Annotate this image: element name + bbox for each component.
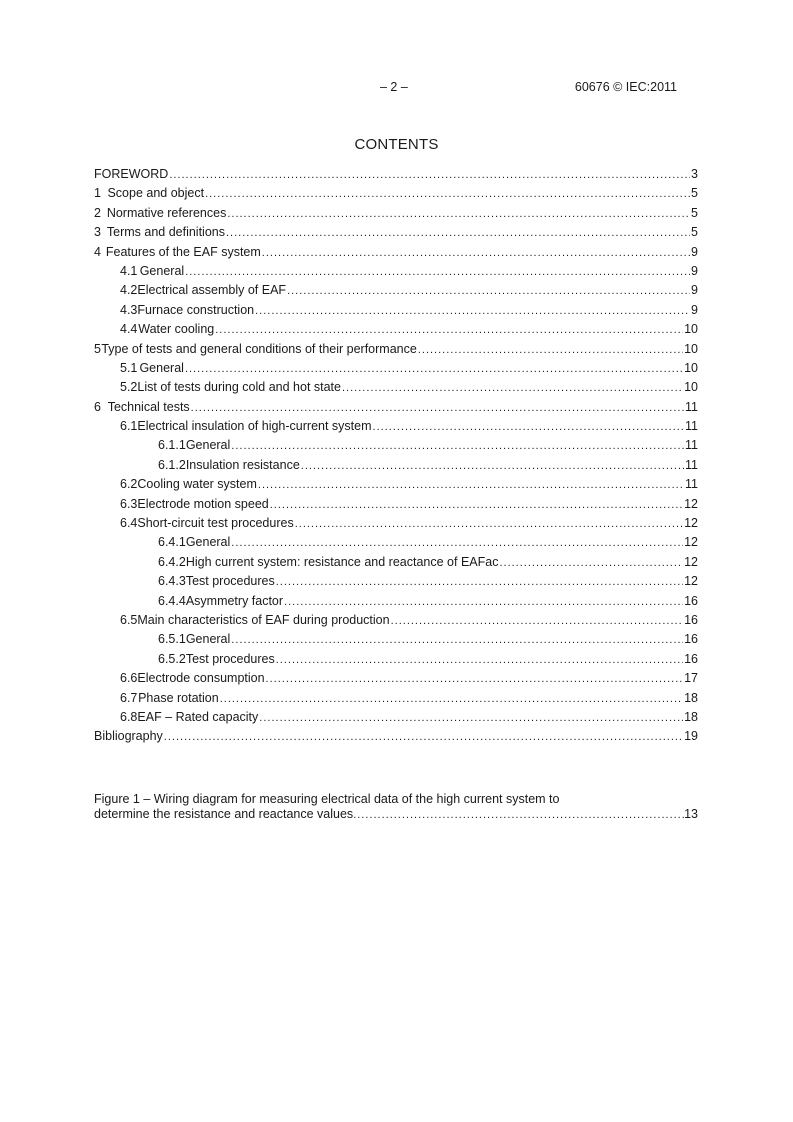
toc-entry-page: 10 — [684, 341, 698, 356]
dot-leader — [227, 208, 690, 220]
toc-entry-page: 12 — [684, 574, 698, 589]
dot-leader — [342, 382, 683, 394]
dot-leader — [164, 731, 683, 743]
dot-leader — [276, 654, 683, 666]
toc-entry[interactable] — [94, 458, 698, 477]
toc-entry-number: 4.3 — [120, 302, 138, 317]
toc-entry-page: 12 — [684, 516, 698, 531]
toc-entry[interactable] — [94, 342, 698, 361]
figure-entry-title-line1: Figure 1 – Wiring diagram for measuring electrical data of the high current system to — [94, 792, 560, 806]
toc-entry[interactable] — [94, 729, 698, 748]
toc-entry-page: 11 — [685, 457, 698, 472]
dot-leader — [301, 460, 684, 472]
toc-entry-number: 6 — [94, 399, 101, 414]
toc-entry-title: General — [139, 360, 184, 375]
toc-entry-title: Cooling water system — [137, 477, 257, 492]
toc-entry[interactable] — [94, 419, 698, 438]
dot-leader — [284, 596, 683, 608]
toc-entry-page: 10 — [684, 380, 698, 395]
toc-entry-title: Test procedures — [185, 651, 275, 666]
toc-entry-number: 6.2 — [120, 477, 138, 492]
toc-entry-number: 6.7 — [120, 690, 138, 705]
dot-leader — [231, 537, 683, 549]
dot-leader — [191, 402, 684, 414]
toc-entry-page: 10 — [684, 322, 698, 337]
toc-entry-number: 6.1 — [120, 419, 138, 434]
toc-entry-title: Furnace construction — [137, 302, 255, 317]
toc-entry[interactable] — [94, 264, 698, 283]
toc-entry[interactable] — [94, 594, 698, 613]
toc-entry-page: 5 — [691, 205, 698, 220]
dot-leader — [185, 266, 690, 278]
toc-entry-number: 6.4.1 — [158, 535, 186, 550]
toc-entry-title: Bibliography — [94, 729, 163, 744]
toc-entry-page: 12 — [684, 554, 698, 569]
toc-entry-title: Water cooling — [138, 322, 215, 337]
toc-entry-number: 6.1.1 — [158, 438, 186, 453]
toc-entry[interactable] — [94, 400, 698, 419]
dot-leader — [391, 615, 684, 627]
toc-entry-number: 4.1 — [120, 263, 138, 278]
toc-entry-title: Scope and object — [107, 186, 205, 201]
toc-entry-number: 6.4.4 — [158, 593, 186, 608]
toc-entry-page: 5 — [691, 225, 698, 240]
toc-entry-page: 5 — [691, 186, 698, 201]
toc-entry-page: 16 — [684, 593, 698, 608]
list-of-figures — [94, 792, 698, 823]
toc-entry-title: General — [185, 438, 231, 453]
toc-entry-title: Asymmetry factor — [185, 593, 284, 608]
toc-entry[interactable] — [94, 710, 698, 729]
toc-entry-number: 5.1 — [120, 360, 138, 375]
toc-entry-page: 9 — [691, 302, 698, 317]
toc-entry[interactable] — [94, 225, 698, 244]
dot-leader — [169, 169, 690, 181]
toc-entry[interactable] — [94, 613, 698, 632]
toc-entry-page: 9 — [691, 283, 698, 298]
toc-entry-page: 10 — [684, 360, 698, 375]
dot-leader — [185, 363, 683, 375]
toc-entry[interactable] — [94, 361, 698, 380]
toc-entry-title: EAF – Rated capacity — [137, 709, 259, 724]
toc-entry-number: 6.1.2 — [158, 457, 186, 472]
toc-entry-page: 19 — [684, 729, 698, 744]
toc-entry-page: 11 — [685, 438, 698, 453]
toc-entry-number: 5 — [94, 341, 101, 356]
toc-entry-title: Terms and definitions — [106, 225, 225, 240]
dot-leader — [215, 324, 683, 336]
toc-entry-page: 16 — [684, 612, 698, 627]
toc-entry-page: 9 — [691, 263, 698, 278]
toc-entry-page: 11 — [685, 399, 698, 414]
toc-entry-number: 6.5 — [120, 612, 138, 627]
toc-entry-number: 4.2 — [120, 283, 138, 298]
toc-entry[interactable] — [94, 671, 698, 690]
figure-entry-title-line2-row — [94, 807, 698, 823]
dot-leader — [295, 518, 683, 530]
page-header — [0, 80, 793, 98]
table-of-contents — [94, 167, 698, 749]
dot-leader — [226, 227, 690, 239]
toc-entry-number: 6.4 — [120, 516, 138, 531]
toc-entry-number: 6.4.2 — [158, 554, 186, 569]
toc-entry-title: FOREWORD — [94, 167, 169, 181]
toc-entry-page: 9 — [691, 244, 698, 259]
toc-entry[interactable] — [94, 206, 698, 225]
toc-entry-title: Type of tests and general conditions of their performance — [101, 341, 417, 356]
toc-entry-title: Short-circuit test procedures — [137, 516, 294, 531]
toc-entry-title: Electrode motion speed — [137, 496, 269, 511]
toc-entry-number: 4 — [94, 244, 101, 259]
toc-entry-page: 3 — [691, 167, 698, 181]
toc-entry[interactable] — [94, 535, 698, 554]
toc-entry-page: 12 — [684, 535, 698, 550]
toc-entry-title: High current system: resistance and reactance of EAFac — [185, 554, 499, 569]
toc-entry[interactable] — [94, 516, 698, 535]
toc-entry-title: Test procedures — [185, 574, 275, 589]
toc-entry[interactable] — [94, 438, 698, 457]
toc-entry-title: General — [185, 535, 231, 550]
toc-entry-title: Features of the EAF system — [105, 244, 261, 259]
toc-entry[interactable] — [94, 497, 698, 516]
toc-entry-page: 18 — [684, 709, 698, 724]
toc-entry-page: 16 — [684, 632, 698, 647]
toc-entry-page: 11 — [685, 419, 698, 434]
toc-entry-title: Phase rotation — [138, 690, 219, 705]
toc-entry[interactable] — [94, 283, 698, 302]
page-number: – 2 – — [380, 80, 408, 94]
dot-leader — [205, 188, 690, 200]
toc-entry-number: 1 — [94, 186, 101, 201]
toc-entry[interactable] — [94, 186, 698, 205]
toc-entry-page: 18 — [684, 690, 698, 705]
dot-leader — [418, 344, 683, 356]
toc-entry[interactable] — [94, 167, 698, 186]
toc-entry-page: 11 — [685, 477, 698, 492]
dot-leader — [258, 479, 684, 491]
dot-leader — [262, 247, 690, 259]
toc-entry[interactable] — [94, 555, 698, 574]
figure-entry-title-line2: determine the resistance and reactance values — [94, 807, 354, 821]
dot-leader — [270, 499, 683, 511]
toc-entry-title: Normative references — [106, 205, 227, 220]
toc-entry-number: 5.2 — [120, 380, 138, 395]
toc-entry-title: Insulation resistance — [185, 457, 300, 472]
toc-entry-title: Main characteristics of EAF during production — [137, 612, 390, 627]
toc-entry[interactable] — [94, 632, 698, 651]
dot-leader — [259, 712, 683, 724]
dot-leader — [231, 634, 683, 646]
dot-leader — [373, 421, 685, 433]
toc-entry-number: 4.4 — [120, 322, 138, 337]
toc-entry-title: Electrode consumption — [137, 671, 265, 686]
dot-leader — [255, 305, 690, 317]
toc-entry-title: General — [139, 263, 185, 278]
toc-entry-number: 3 — [94, 225, 101, 240]
dot-leader — [231, 440, 684, 452]
contents-title: CONTENTS — [354, 136, 439, 153]
toc-entry-number: 2 — [94, 205, 101, 220]
toc-entry[interactable] — [94, 652, 698, 671]
toc-entry[interactable] — [94, 574, 698, 593]
toc-entry-title: List of tests during cold and hot state — [137, 380, 341, 395]
toc-entry-number: 6.5.1 — [158, 632, 186, 647]
toc-entry-number: 6.3 — [120, 496, 138, 511]
toc-entry[interactable] — [94, 245, 698, 264]
toc-entry-title: Electrical insulation of high-current system — [137, 419, 372, 434]
toc-entry[interactable] — [94, 691, 698, 710]
dot-leader — [287, 285, 690, 297]
toc-entry-title: General — [185, 632, 231, 647]
dot-leader — [266, 673, 684, 685]
toc-entry[interactable] — [94, 380, 698, 399]
toc-entry-number: 6.5.2 — [158, 651, 186, 666]
toc-entry[interactable] — [94, 477, 698, 496]
toc-entry[interactable] — [94, 303, 698, 322]
toc-entry-number: 6.6 — [120, 671, 138, 686]
toc-entry-page: 16 — [684, 651, 698, 666]
dot-leader — [276, 576, 683, 588]
toc-entry-number: 6.8 — [120, 709, 138, 724]
toc-entry-page: 12 — [684, 496, 698, 511]
document-id: 60676 © IEC:2011 — [574, 80, 677, 94]
toc-entry-number: 6.4.3 — [158, 574, 186, 589]
dot-leader — [353, 809, 684, 821]
toc-entry[interactable] — [94, 322, 698, 341]
figure-entry[interactable] — [94, 792, 698, 823]
toc-entry-title: Electrical assembly of EAF — [137, 283, 287, 298]
toc-entry-page: 17 — [684, 671, 698, 686]
toc-entry-title: Technical tests — [107, 399, 190, 414]
dot-leader — [499, 557, 683, 569]
dot-leader — [220, 693, 683, 705]
figure-entry-page: 13 — [684, 807, 698, 821]
